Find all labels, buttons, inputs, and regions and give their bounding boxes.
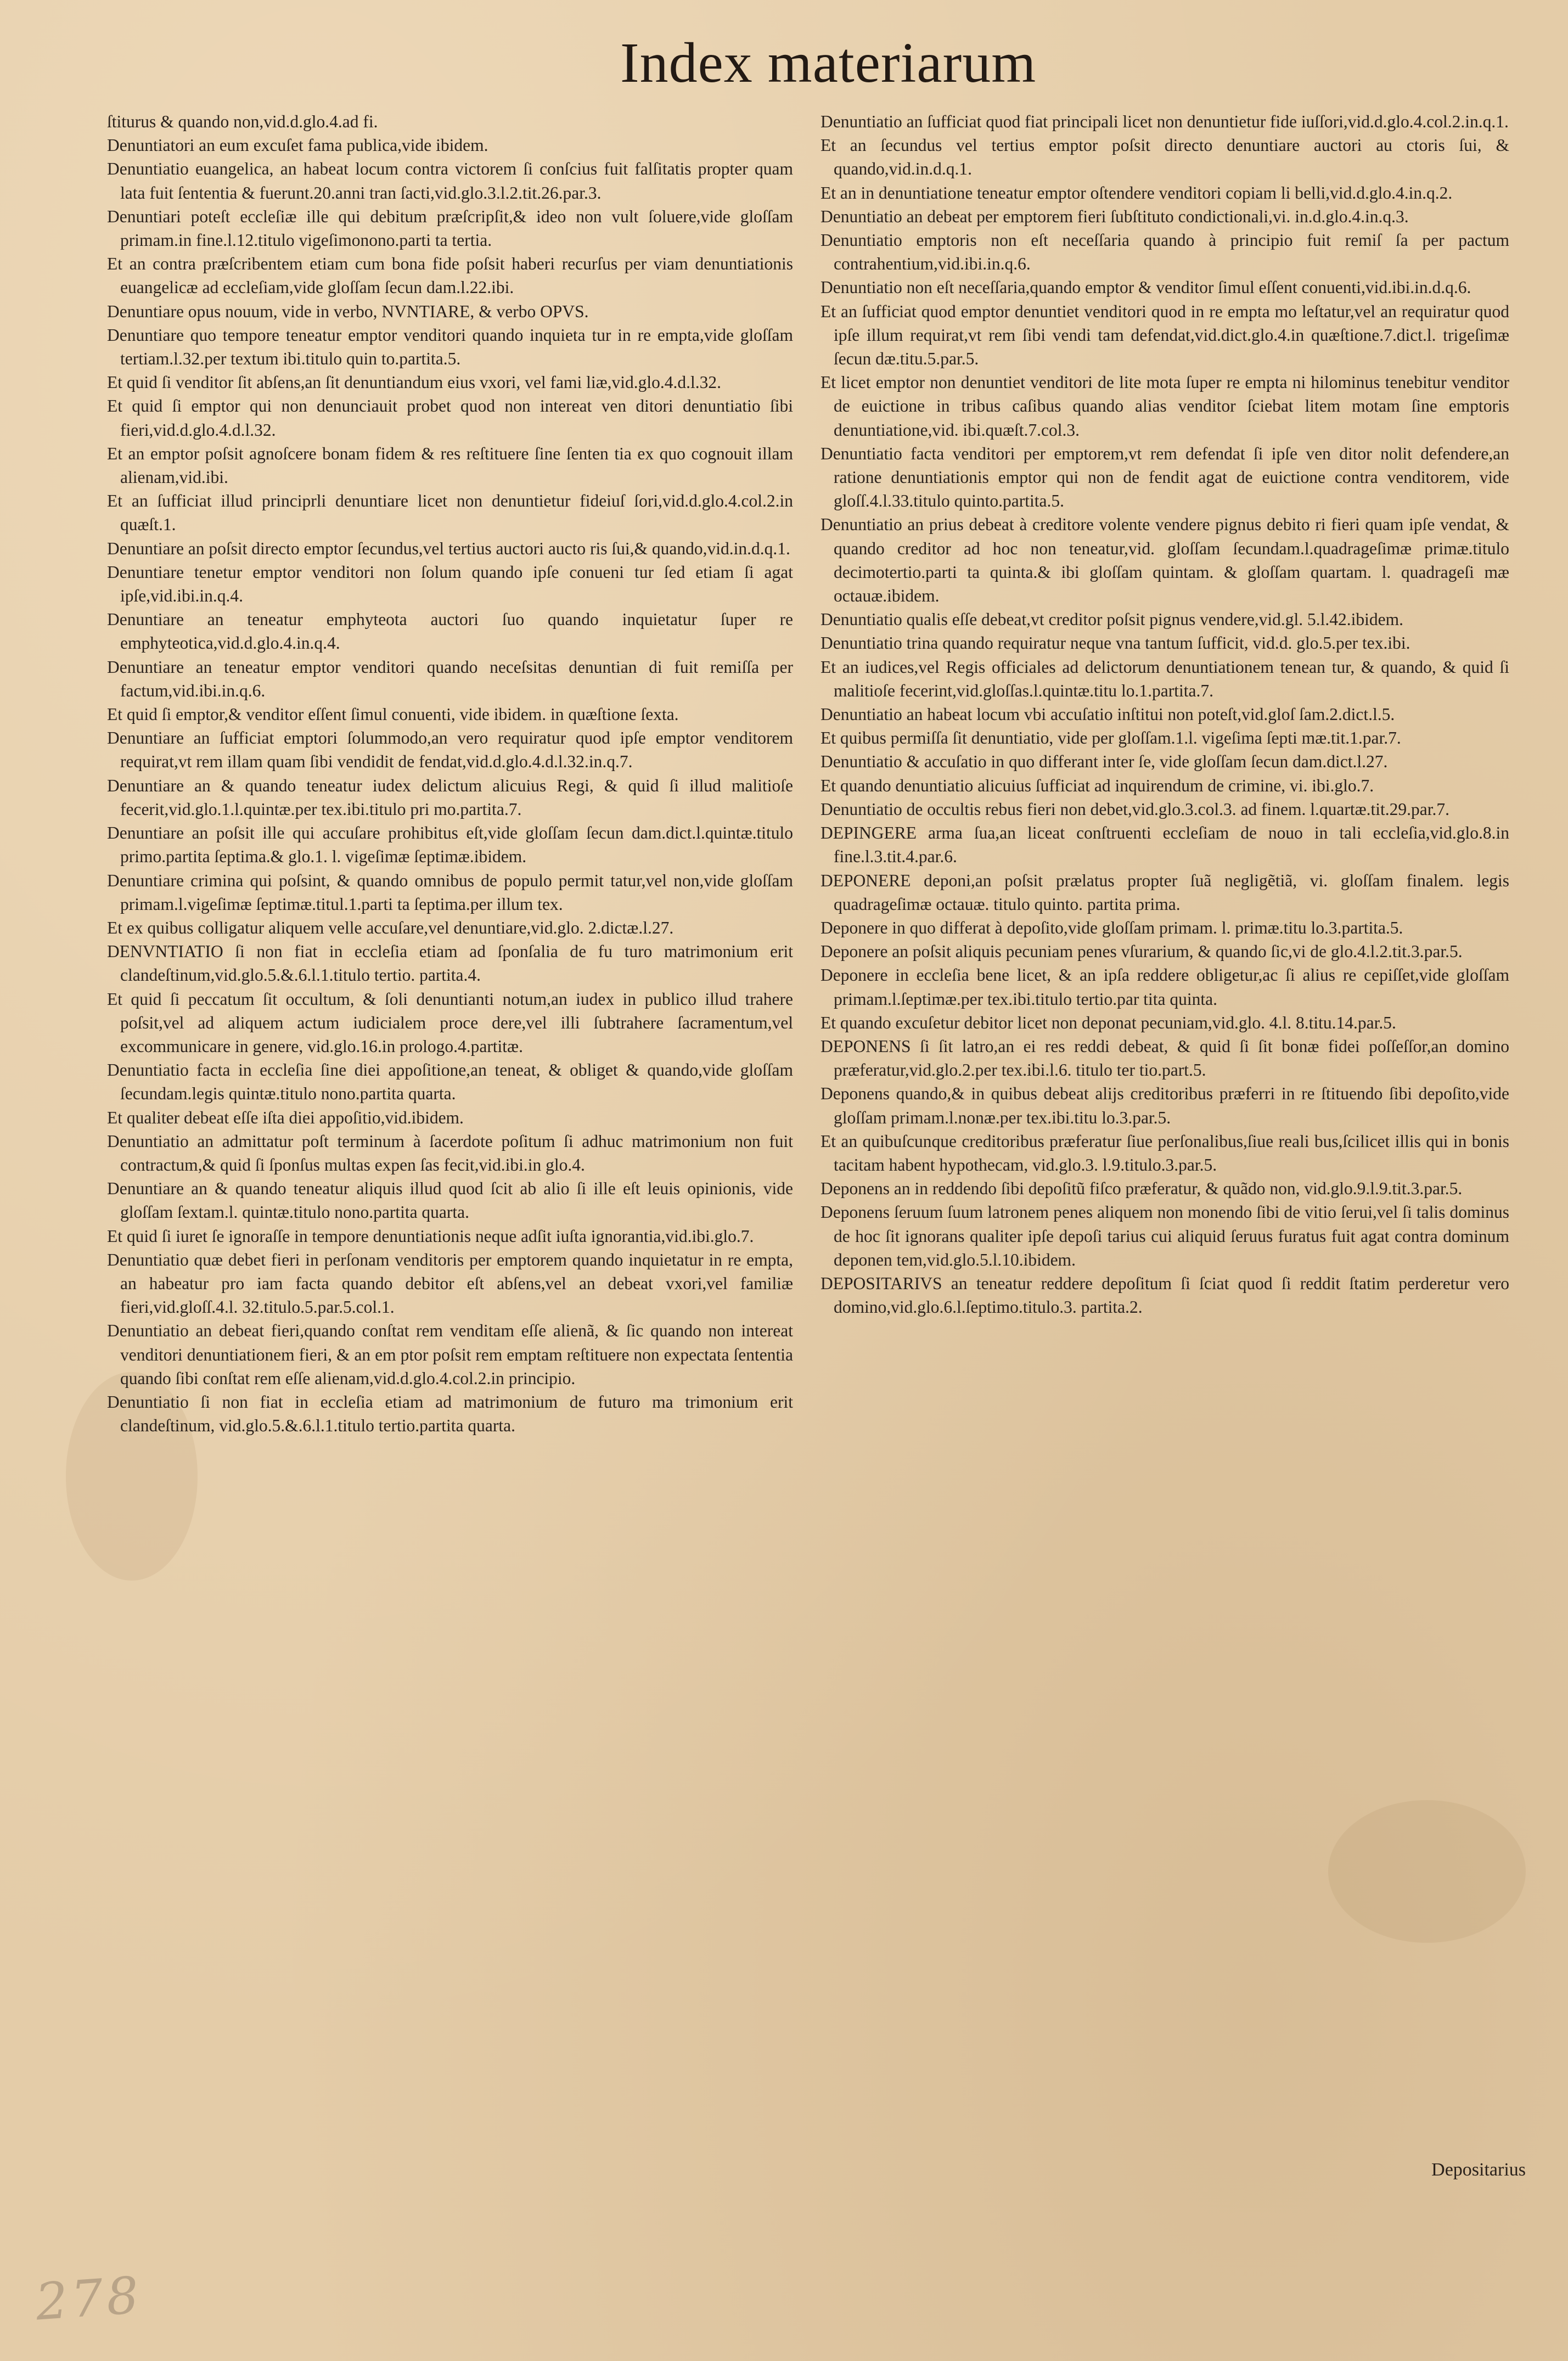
index-entry: Deponere in eccleſia bene licet, & an ipſa reddere obligetur,ac ſi alius re cepiſſet,vide gloſſam primam.l.ſeptimæ.per tex.ibi.titulo tertio.par tita quinta. — [820, 965, 1509, 1009]
index-entry: DEPOSITARIVS an teneatur reddere depoſitum ſi ſciat quod ſi reddit ſtatim perderetur vero domino,vid.glo.6.l.ſeptimo.titulo.3. partita.2. — [820, 1273, 1509, 1317]
index-entry: Denuntiare an poſsit directo emptor ſecundus,vel tertius auctori aucto ris ſui,& quando,vid.in.d.q.1. — [107, 538, 790, 558]
index-entry: Et quid ſi venditor ſit abſens,an ſit denuntiandum eius vxori, vel fami liæ,vid.glo.4.d.l.32. — [107, 373, 721, 392]
index-entry: Denuntiatio trina quando requiratur neque vna tantum ſufficit, vid.d. glo.5.per tex.ibi. — [820, 633, 1410, 653]
index-entry: Et quibus permiſſa ſit denuntiatio, vide per gloſſam.1.l. vigeſima ſepti mæ.tit.1.par.7. — [820, 728, 1401, 748]
index-column-right — [820, 110, 1509, 1319]
index-entry: Et an in denuntiatione teneatur emptor oſtendere venditori copiam li belli,vid.d.glo.4.in.q.2. — [820, 183, 1453, 203]
index-entry: Denuntiatio facta in eccleſia ſine diei appoſitione,an teneat, & obliget & quando,vide gloſſam ſecundam.legis quintæ.titulo nono.partita quarta. — [107, 1060, 793, 1104]
index-entry: Denuntiare an & quando teneatur aliquis illud quod ſcit ab alio ſi ille eſt leuis opinionis, vide gloſſam ſextam.l. quintæ.titulo nono.partita quarta. — [107, 1179, 793, 1222]
index-entry: Denuntiatio an debeat fieri,quando conſtat rem venditam eſſe alienã, & ſic quando non intereat venditori denuntiationem fieri, & an em ptor poſsit rem emptam reſtituere non expectata ſententia quando ſibi conſtat rem eſſe alienam,vid.d.glo.4.col.2.in principio. — [107, 1321, 793, 1388]
index-entry: Et an emptor poſsit agnoſcere bonam fidem & res reſtituere ſine ſenten tia ex quo cognouit illam alienam,vid.ibi. — [107, 443, 793, 487]
index-entry: Et quid ſi emptor qui non denunciauit probet quod non intereat ven ditori denuntiatio ſibi fieri,vid.d.glo.4.d.l.32. — [107, 396, 793, 440]
index-entry: Et an ſufficiat illud principrli denuntiare licet non denuntietur fideiuſ ſori,vid.d.glo.4.col.2.in quæſt.1. — [107, 491, 793, 535]
index-entry: Denuntiatio an debeat per emptorem fieri ſubſtituto condictionali,vi. in.d.glo.4.in.q.3. — [820, 206, 1409, 226]
index-entry: Deponere an poſsit aliquis pecuniam penes vſurarium, & quando ſic,vi de glo.4.l.2.tit.3.par.5. — [820, 942, 1463, 962]
index-entry: Denuntiatio de occultis rebus fieri non debet,vid.glo.3.col.3. ad finem. l.quartæ.tit.29.par.7. — [820, 799, 1449, 819]
index-entry: Et quando denuntiatio alicuius ſufficiat ad inquirendum de crimine, vi. ibi.glo.7. — [820, 775, 1374, 795]
index-entry: Deponens quando,& in quibus debeat alijs creditoribus præferri in re ſtituendo ſibi depoſito,vide gloſſam primam.l.nonæ.per tex.ibi.titu lo.3.par.5. — [820, 1084, 1509, 1127]
index-entry: Denuntiatio an ſufficiat quod fiat principali licet non denuntietur fide iuſſori,vid.d.glo.4.col.2.in.q.1. — [820, 112, 1509, 131]
index-entry: Denuntiare an ſufficiat emptori ſolummodo,an vero requiratur quod ipſe emptor venditorem requirat,vt rem illam quam ſibi vendidit de fendat,vid.d.glo.4.d.l.32.in.q.7. — [107, 728, 793, 772]
index-column-left — [107, 110, 793, 1437]
index-entry: Denuntiare an teneatur emphyteota auctori ſuo quando inquietatur ſuper re emphyteotica,vid.d.glo.4.in.q.4. — [107, 610, 793, 653]
index-entry: Denuntiatio an habeat locum vbi accuſatio inſtitui non poteſt,vid.gloſ ſam.2.dict.l.5. — [820, 705, 1395, 724]
index-entry: Et ex quibus colligatur aliquem velle accuſare,vel denuntiare,vid.glo. 2.dictæ.l.27. — [107, 918, 674, 937]
index-entry: Et quid ſi iuret ſe ignoraſſe in tempore denuntiationis neque adſit iuſta ignorantia,vid.ibi.glo.7. — [107, 1226, 754, 1246]
manuscript-page-number: 278 — [33, 2266, 144, 2332]
index-entry: Et quando excuſetur debitor licet non deponat pecuniam,vid.glo. 4.l. 8.titu.14.par.5. — [820, 1013, 1396, 1032]
index-entry: Denuntiatio facta venditori per emptorem,vt rem defendat ſi ipſe ven ditor nolit defendere,an ratione denuntiationis emptor qui non de fendit agat de euictione contra venditorem, vide gloſſ.4.l.33.titulo quinto.partita.5. — [820, 443, 1509, 511]
index-entry: Denuntiare quo tempore teneatur emptor venditori quando inquieta tur in re empta,vide gloſſam tertiam.l.32.per textum ibi.titulo quin to.partita.5. — [107, 325, 793, 369]
index-entry: Denuntiari poteſt eccleſiæ ille qui debitum præſcripſit,& ideo non vult ſoluere,vide gloſſam primam.in fine.l.12.titulo vigeſimonono.parti ta tertia. — [107, 206, 793, 250]
index-entry: Deponens an in reddendo ſibi depoſitũ fiſco præferatur, & quãdo non, vid.glo.9.l.9.tit.3.par.5. — [820, 1179, 1463, 1199]
index-entry: Deponere in quo differat à depoſito,vide gloſſam primam. l. primæ.titu lo.3.partita.5. — [820, 918, 1403, 937]
index-entry: Et an contra præſcribentem etiam cum bona fide poſsit haberi recurſus per viam denuntiationis euangelicæ ad eccleſiam,vide gloſſam ſecun dam.l.22.ibi. — [107, 254, 793, 297]
index-entry: DEPONERE deponi,an poſsit prælatus propter ſuã negligẽtiã, vi. gloſſam finalem. legis quadrageſimæ octauæ. titulo quinto. partita prima. — [820, 870, 1509, 914]
index-entry: DEPINGERE arma ſua,an liceat conſtruenti eccleſiam de nouo in tali eccleſia,vid.glo.8.in fine.l.3.tit.4.par.6. — [820, 823, 1509, 867]
index-entry: Denuntiare an poſsit ille qui accuſare prohibitus eſt,vide gloſſam ſecun dam.dict.l.quintæ.titulo primo.partita ſeptima.& glo.1. l. vigeſimæ ſeptimæ.ibidem. — [107, 823, 793, 867]
page-title: Index materiarum — [620, 31, 1037, 94]
paper-stain — [1328, 1800, 1526, 1943]
index-entry: Denuntiare an teneatur emptor venditori quando neceſsitas denuntian di fuit remiſſa per factum,vid.ibi.in.q.6. — [107, 657, 793, 700]
index-entry: DENVNTIATIO ſi non fiat in eccleſia etiam ad ſponſalia de fu turo matrimonium erit clandeſtinum,vid.glo.5.&.6.l.1.titulo tertio. partita.4. — [107, 942, 793, 985]
index-entry: Et an iudices,vel Regis officiales ad delictorum denuntiationem tenean tur, & quando, & quid ſi malitioſe fecerint,vid.gloſſas.l.quintæ.titu lo.1.partita.7. — [820, 657, 1509, 700]
index-entry: Denuntiatio emptoris non eſt neceſſaria quando à principio fuit remiſ ſa per pactum contrahentium,vid.ibi.in.q.6. — [820, 231, 1509, 274]
index-entry: Et an quibuſcunque creditoribus præferatur ſiue perſonalibus,ſiue reali bus,ſcilicet illis qui in bonis tacitam habent hypothecam, vid.glo.3. l.9.titulo.3.par.5. — [820, 1131, 1509, 1174]
index-entry: Denuntiatio & accuſatio in quo differant inter ſe, vide gloſſam ſecun dam.dict.l.27. — [820, 752, 1388, 772]
index-entry: Denuntiatio an admittatur poſt terminum à ſacerdote poſitum ſi adhuc matrimonium non fuit contractum,& quid ſi ſponſus multas expen ſas fecit,vid.ibi.in glo.4. — [107, 1131, 793, 1174]
index-entry: Denuntiatio euangelica, an habeat locum contra victorem ſi conſcius fuit falſitatis propter quam lata fuit ſententia & fuerunt.20.anni tran ſacti,vid.glo.3.l.2.tit.26.par.3. — [107, 159, 793, 203]
index-entry: ſtiturus & quando non,vid.d.glo.4.ad fi. — [107, 112, 378, 131]
index-entry: Et an ſufficiat quod emptor denuntiet venditori quod in re empta mo leſtatur,vel an requiratur quod ipſe illum requirat,vt rem ſibi vendi tam defendat,vid.dict.glo.4.in quæſtione.7.dict.l. trigeſimæ ſecun dæ.titu.5.par.5. — [820, 301, 1509, 369]
index-entry: Denuntiare tenetur emptor venditori non ſolum quando ipſe conueni tur ſed etiam ſi agat ipſe,vid.ibi.in.q.4. — [107, 562, 793, 606]
index-entry: Et an ſecundus vel tertius emptor poſsit directo denuntiare auctori au ctoris ſui, & quando,vid.in.d.q.1. — [820, 136, 1509, 179]
index-entry: Denuntiare an & quando teneatur iudex delictum alicuius Regi, & quid ſi illud malitioſe fecerit,vid.glo.1.l.quintæ.per tex.ibi.titulo pri mo.partita.7. — [107, 775, 793, 819]
index-entry: Denuntiare crimina qui poſsint, & quando omnibus de populo permit tatur,vel non,vide gloſſam primam.l.vigeſimæ ſeptimæ.titul.1.parti ta ſeptima.per illum tex. — [107, 870, 793, 914]
index-entry: Denuntiare opus nouum, vide in verbo, NVNTIARE, & verbo OPVS. — [107, 301, 589, 321]
index-entry: Denuntiatio ſi non fiat in eccleſia etiam ad matrimonium de futuro ma trimonium erit clandeſtinum, vid.glo.5.&.6.l.1.titulo tertio.partita quarta. — [107, 1392, 793, 1436]
index-entry: DEPONENS ſi ſit latro,an ei res reddi debeat, & quid ſi ſit bonæ fidei poſſeſſor,an domino præferatur,vid.glo.2.per tex.ibi.l.6. titulo ter tio.part.5. — [820, 1036, 1509, 1080]
index-entry: Denuntiatori an eum excuſet fama publica,vide ibidem. — [107, 136, 488, 155]
index-entry: Denuntiatio an prius debeat à creditore volente vendere pignus debito ri fieri quam ipſe vendat, & quando creditor ad hoc non teneatur,vid. gloſſam ſecundam.l.quadrageſimæ primæ.titulo decimotertio.parti ta quinta.& ibi gloſſam quintam. & gloſſam quartam. l. quadrageſi mæ octauæ.ibidem. — [820, 515, 1509, 606]
index-entry: Denuntiatio quæ debet fieri in perſonam venditoris per emptorem quando inquietatur in re empta, an habeatur pro iam facta quando debitor eſt abſens,vel an debeat vxori,vel familiæ fieri,vid.gloſſ.4.l. 32.titulo.5.par.5.col.1. — [107, 1250, 793, 1317]
index-entry: Denuntiatio qualis eſſe debeat,vt creditor poſsit pignus vendere,vid.gl. 5.l.42.ibidem. — [820, 610, 1404, 629]
index-entry: Et quid ſi emptor,& venditor eſſent ſimul conuenti, vide ibidem. in quæſtione ſexta. — [107, 705, 679, 724]
index-entry: Et qualiter debeat eſſe iſta diei appoſitio,vid.ibidem. — [107, 1108, 464, 1127]
catchword: Depositarius — [1431, 2160, 1526, 2180]
index-entry: Et licet emptor non denuntiet venditori de lite mota ſuper re empta ni hilominus tenebitur venditor de euictione in tribus caſibus quando alias venditor ſciebat litem motam ſine emptoris denuntiatione,vid. ibi.quæſt.7.col.3. — [820, 373, 1509, 440]
index-entry: Denuntiatio non eſt neceſſaria,quando emptor & venditor ſimul eſſent conuenti,vid.ibi.in.d.q.6. — [820, 278, 1471, 297]
index-entry: Et quid ſi peccatum ſit occultum, & ſoli denuntianti notum,an iudex in publico illud trahere poſsit,vel ad aliquem actum iudicialem proce dere,vel illi ſubtrahere ſacramentum,vel excommunicare in genere, vid.glo.16.in prologo.4.partitæ. — [107, 989, 793, 1056]
index-entry: Deponens ſeruum ſuum latronem penes aliquem non monendo ſibi de vitio ſerui,vel ſi talis dominus de hoc ſit ignorans qualiter ipſe depoſi tarius cui aliquid ſeruus furatus fuit agat contra dominum deponen tem,vid.glo.5.l.10.ibidem. — [820, 1202, 1509, 1269]
